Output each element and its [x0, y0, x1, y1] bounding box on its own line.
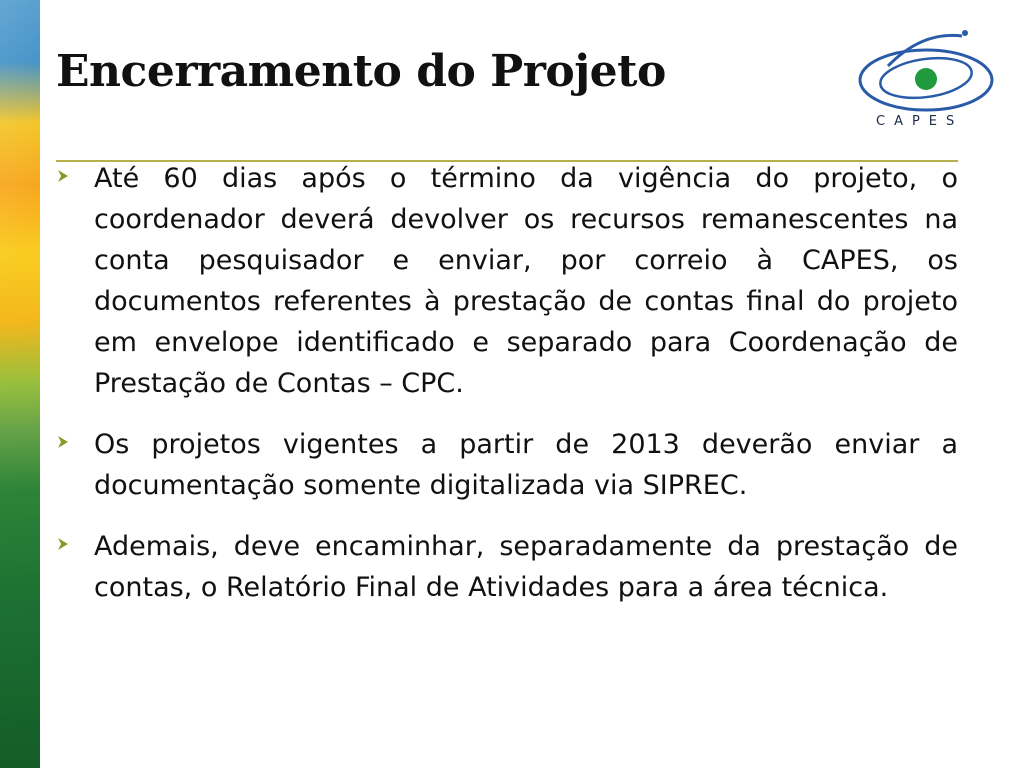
decorative-side-band — [0, 0, 40, 768]
list-item — [56, 424, 958, 506]
arrow-bullet-icon — [56, 435, 70, 449]
capes-logo — [852, 26, 998, 138]
bullet-list — [56, 158, 958, 628]
list-item — [56, 526, 958, 608]
bullet-text: Ademais, deve encaminhar, separadamente da prestação de contas, o Relatório Final de Atividades para a área técnica. — [94, 531, 958, 603]
list-item — [56, 158, 958, 404]
capes-logo-text: CAPES — [876, 114, 964, 129]
bullet-text: Os projetos vigentes a partir de 2013 deverão enviar a documentação somente digitalizada via SIPREC. — [94, 429, 958, 501]
arrow-bullet-icon — [56, 537, 70, 551]
bullet-text: Até 60 dias após o término da vigência do projeto, o coordenador deverá devolver os recursos remanescentes na conta pesquisador e enviar, por correio à CAPES, os documentos referentes à prestação de contas final do projeto em envelope identificado e separado para Coordenação de Prestação de Contas – CPC. — [94, 163, 958, 399]
capes-logo-icon — [852, 26, 998, 126]
arrow-bullet-icon — [56, 169, 70, 183]
slide-title: Encerramento do Projeto — [56, 46, 666, 97]
